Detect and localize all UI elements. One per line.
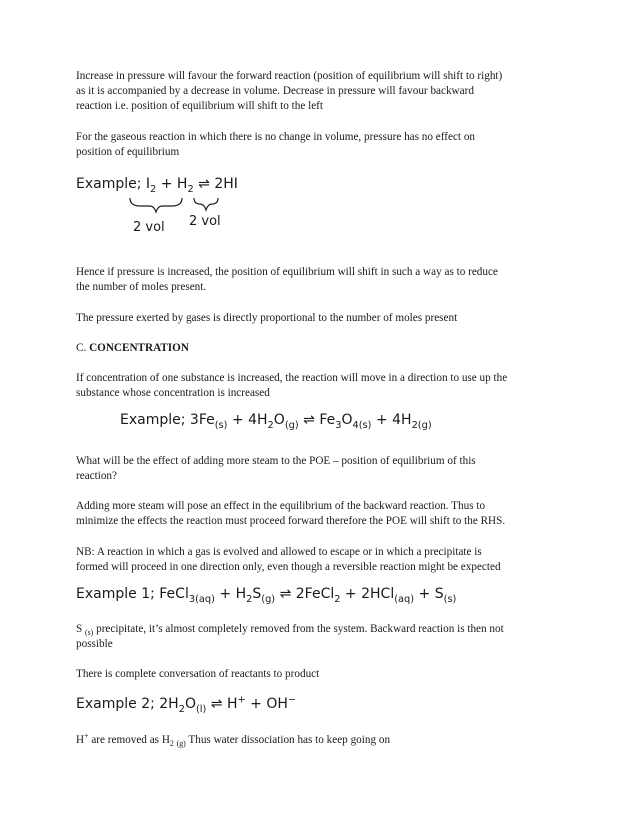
paragraph-question — [76, 454, 566, 484]
brace-reactants — [130, 198, 182, 212]
text-line: substance whose concentration is increased — [76, 387, 270, 399]
paragraph-gaseous-reaction — [76, 130, 566, 160]
paragraph-answer — [76, 499, 566, 529]
text-line: Adding more steam will pose an effect in the equilibrium of the backward reaction. Thus to — [76, 500, 486, 512]
equilibrium-arrow: ⇌ — [279, 586, 292, 602]
text-line: reaction i.e. position of equilibrium will shift to the left — [76, 100, 324, 112]
text-line: possible — [76, 638, 113, 650]
text-line: Increase in pressure will favour the forward reaction (position of equilibrium will shift to right) — [76, 70, 503, 82]
volume-label-right: 2 vol — [189, 214, 221, 229]
text-subscript: (g) — [176, 739, 186, 749]
text-line: For the gaseous reaction in which there is no change in volume, pressure has no effect on — [76, 131, 476, 143]
equation-prefix: Example 1; — [76, 586, 160, 602]
text-line: If concentration of one substance is increased, the reaction will move in a direction to use up the — [76, 372, 508, 384]
equilibrium-arrow: ⇌ — [198, 176, 210, 192]
paragraph-water-dissociation: H+ are removed as $H_2$ $_{(g)}$ Thus water dissociation has to keep going on — [76, 731, 391, 749]
equation-fe-example: Example; $3Fe_{(s)} + 4H_2O_{(g)}$ ⇌ $Fe_3O_{4(s)} + 4H_{2(g)}$ — [120, 412, 432, 431]
text-subscript: (s) — [85, 628, 94, 638]
text-line: reaction? — [76, 470, 117, 482]
section-heading — [76, 341, 566, 356]
text-line: Hence if pressure is increased, the position of equilibrium will shift in such a way as to reduce — [76, 266, 498, 278]
paragraph-note — [76, 545, 566, 575]
equation-example-2: Example 2; $2H_2O_{(l)}$ ⇌ H+ + OH− — [76, 694, 297, 715]
paragraph-pressure-proportional: The pressure exerted by gases is directly proportional to the number of moles present — [76, 312, 458, 324]
text-fragment: S — [76, 623, 83, 635]
equation-prefix: Example; — [120, 412, 190, 428]
text-fragment: precipitate, it’s almost completely removed from the system. Backward reaction is then not — [93, 623, 504, 635]
paragraph-concentration — [76, 371, 566, 401]
brace-product — [194, 198, 218, 210]
text-line: NB: A reaction in which a gas is evolved and allowed to escape or in which a precipitate is — [76, 546, 482, 558]
heading-prefix: C. — [76, 342, 90, 354]
equilibrium-arrow: ⇌ — [210, 696, 223, 712]
text-line: as it is accompanied by a decrease in volume. Decrease in pressure will favour backward — [76, 85, 474, 97]
equation-prefix: Example; — [76, 176, 146, 192]
text-line: minimize the effects the reaction must proceed forward therefore the POE will shift to the RHS. — [76, 515, 506, 527]
heading-title: CONCENTRATION — [89, 342, 189, 354]
text-line: position of equilibrium — [76, 146, 180, 158]
text-line: What will be the effect of adding more steam to the POE – position of equilibrium of this — [76, 455, 476, 467]
text-fragment: Thus water dissociation has to keep going on — [188, 734, 391, 746]
paragraph-complete-conversation: There is complete conversation of reactants to product — [76, 668, 320, 680]
equation-prefix: Example 2; — [76, 696, 160, 712]
volume-label-left: 2 vol — [133, 220, 165, 235]
equation-product: 2HI — [214, 176, 238, 192]
paragraph-pressure-shift — [76, 265, 566, 295]
text-line: the number of moles present. — [76, 281, 207, 293]
paragraph-precipitate — [76, 622, 566, 652]
equation-hi-example: Example; $I_2 + H_2$ ⇌ 2HI — [76, 176, 238, 195]
paragraph-pressure-increase — [76, 69, 566, 114]
text-line: formed will proceed in one direction only, even though a reversible reaction might be expected — [76, 561, 501, 573]
equilibrium-arrow: ⇌ — [303, 412, 315, 428]
equation-example-1: Example 1; FeCl$_{3(aq)}$ + $H_2S_{(g)}$ ⇌ 2FeCl$_2$ + $2HCl_{(aq)} + S_{(s)}$ — [76, 586, 457, 605]
text-fragment: are removed as — [91, 734, 160, 746]
